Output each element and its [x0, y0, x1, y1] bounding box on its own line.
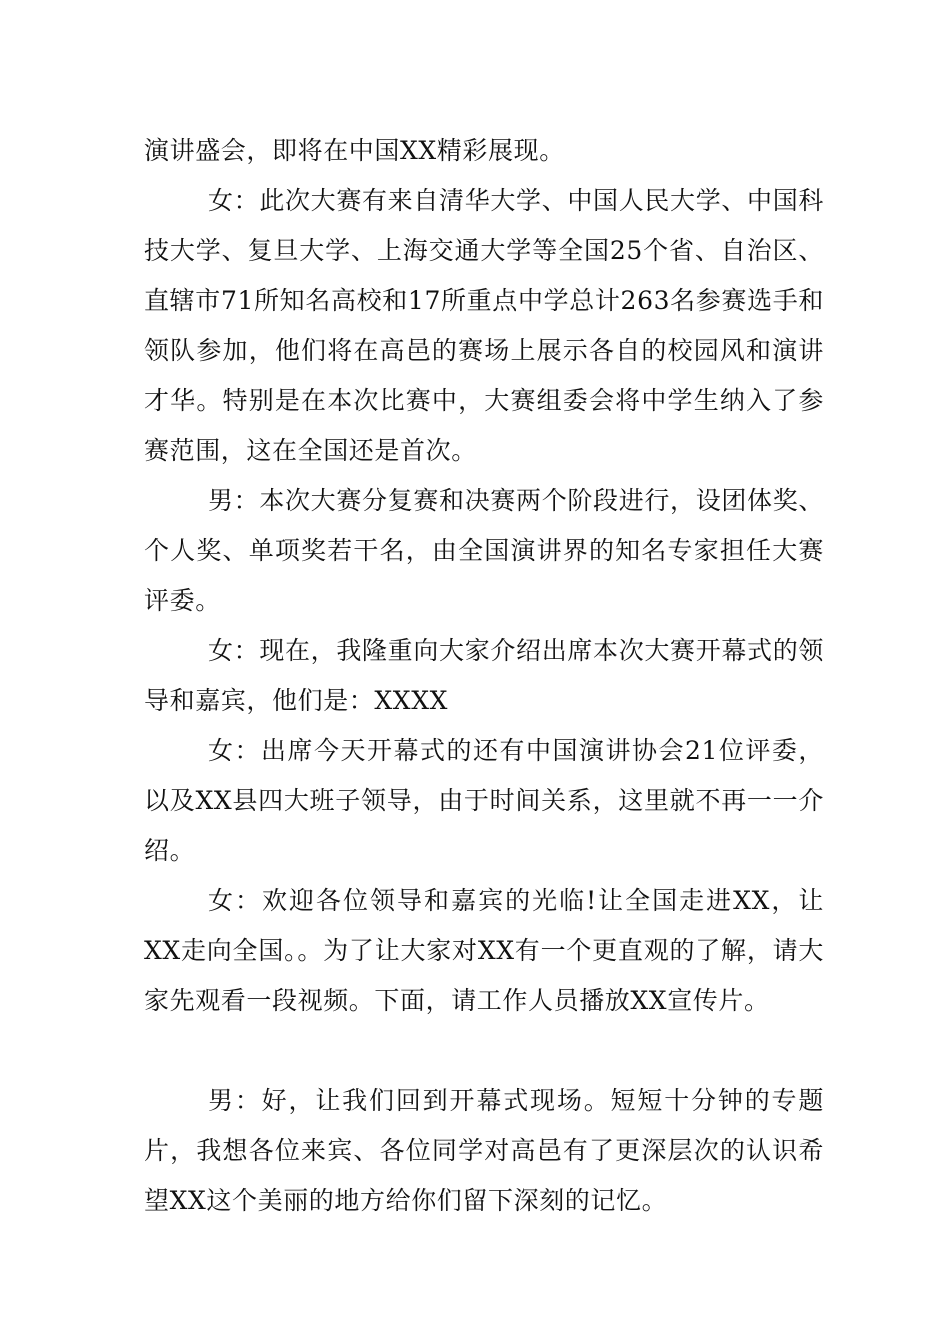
paragraph-female-host-contestants: 女：此次大赛有来自清华大学、中国人民大学、中国科技大学、复旦大学、上海交通大学等全国25个省、自治区、直辖市71所知名高校和17所重点中学总计263名参赛选手和领队参加，他们将在高邑的赛场上展示各自的校园风和演讲才华。特别是在本次比赛中，大赛组委会将中学生纳入了参赛范围，这在全国还是首次。 [144, 186, 824, 465]
document-body [144, 126, 824, 1226]
paragraph-gap [144, 1026, 824, 1076]
paragraph-male-host-stages: 男：本次大赛分复赛和决赛两个阶段进行，设团体奖、个人奖、单项奖若干名，由全国演讲界的知名专家担任大赛评委。 [144, 486, 824, 615]
paragraph-female-host-judges: 女：出席今天开幕式的还有中国演讲协会21位评委，以及XX县四大班子领导，由于时间关系，这里就不再一一介绍。 [144, 736, 824, 865]
paragraph-continuation: 演讲盛会，即将在中国XX精彩展现。 [144, 136, 565, 165]
paragraph-female-host-welcome: 女：欢迎各位领导和嘉宾的光临!让全国走进XX，让XX走向全国。。为了让大家对XX有一个更直观的了解，请大家先观看一段视频。下面，请工作人员播放XX宣传片。 [144, 886, 824, 1015]
paragraph-female-host-guests: 女：现在，我隆重向大家介绍出席本次大赛开幕式的领导和嘉宾，他们是：XXXX [144, 636, 824, 715]
paragraph-male-host-return: 男：好，让我们回到开幕式现场。短短十分钟的专题片，我想各位来宾、各位同学对高邑有了更深层次的认识希望XX这个美丽的地方给你们留下深刻的记忆。 [144, 1086, 824, 1215]
